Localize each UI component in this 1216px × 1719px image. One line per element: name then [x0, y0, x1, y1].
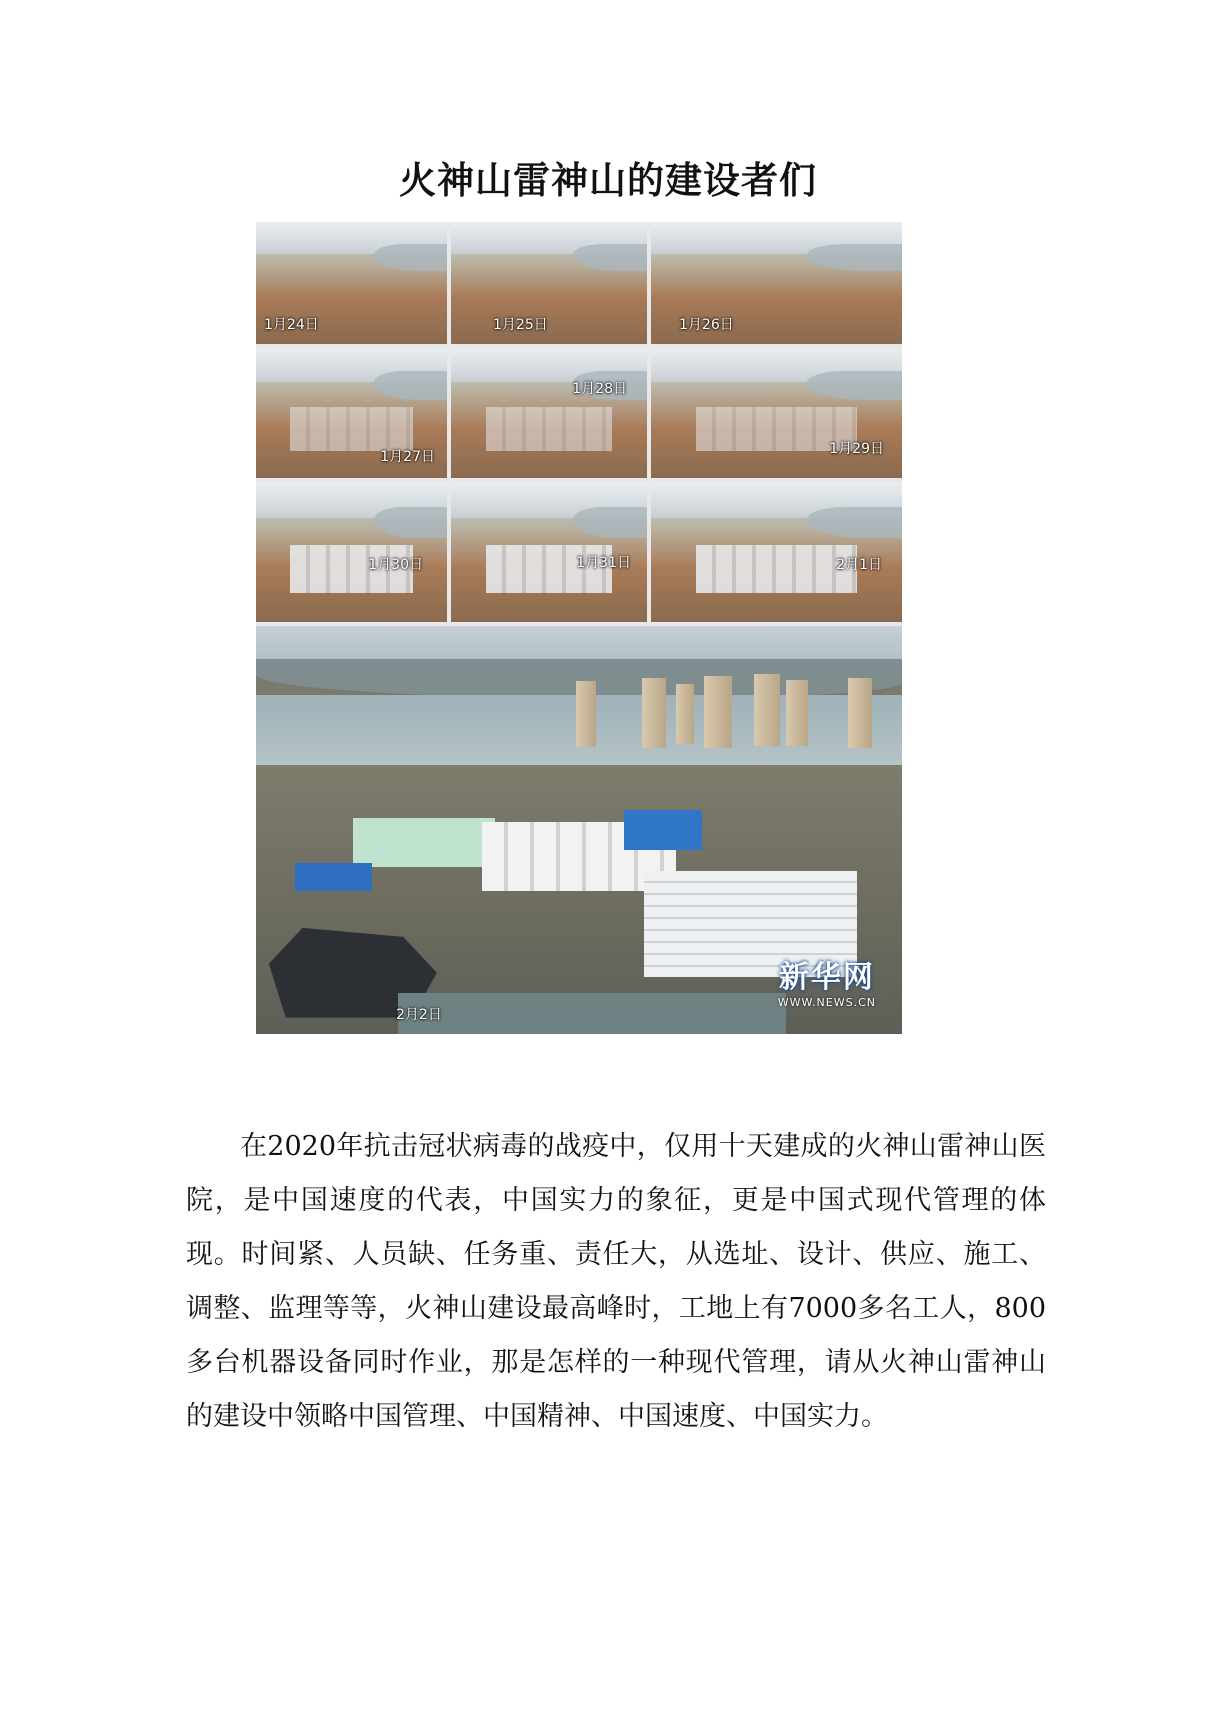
photo-date-label: 1月26日	[679, 317, 734, 333]
photo-date-label: 1月29日	[829, 441, 884, 457]
photo-tile-jan26	[651, 222, 902, 344]
photo-tile-jan29	[651, 348, 902, 478]
photo-date-label: 1月31日	[576, 555, 631, 571]
page-title: 火神山雷神山的建设者们	[399, 159, 817, 202]
photo-date-label: 2月2日	[396, 1007, 442, 1023]
xinhua-logo	[778, 952, 876, 1009]
photo-date-label: 1月28日	[572, 381, 627, 397]
photo-tile-jan30	[256, 482, 447, 622]
photo-date-label: 1月25日	[493, 317, 548, 333]
photo-date-label: 1月30日	[368, 557, 423, 573]
photo-tile-jan24	[256, 222, 447, 344]
xinhua-logo-url: WWW.NEWS.CN	[777, 996, 876, 1009]
photo-tile-jan27	[256, 348, 447, 478]
body-paragraph: 在2020年抗击冠状病毒的战疫中，仅用十天建成的火神山雷神山医院，是中国速度的代表，中国实力的象征，更是中国式现代管理的体现。时间紧、人员缺、任务重、责任大，从选址、设计、供应、施工、调整、监理等等，火神山建设最高峰时，工地上有7000多名工人，800多台机器设备同时作业，那是怎样的一种现代管理，请从火神山雷神山的建设中领略中国管理、中国精神、中国速度、中国实力。	[186, 1131, 1046, 1432]
photo-tile-jan25	[451, 222, 647, 344]
photo-tile-jan28	[451, 348, 647, 478]
photo-date-label: 1月24日	[264, 317, 319, 333]
photo-date-label: 1月27日	[380, 449, 435, 465]
xinhua-logo-text: 新华网	[778, 960, 875, 995]
photo-tile-jan31	[451, 482, 647, 622]
photo-large-feb2	[256, 626, 902, 1034]
photo-date-label: 2月1日	[836, 557, 882, 573]
photo-collage	[256, 222, 902, 1034]
photo-tile-feb1	[651, 482, 902, 622]
